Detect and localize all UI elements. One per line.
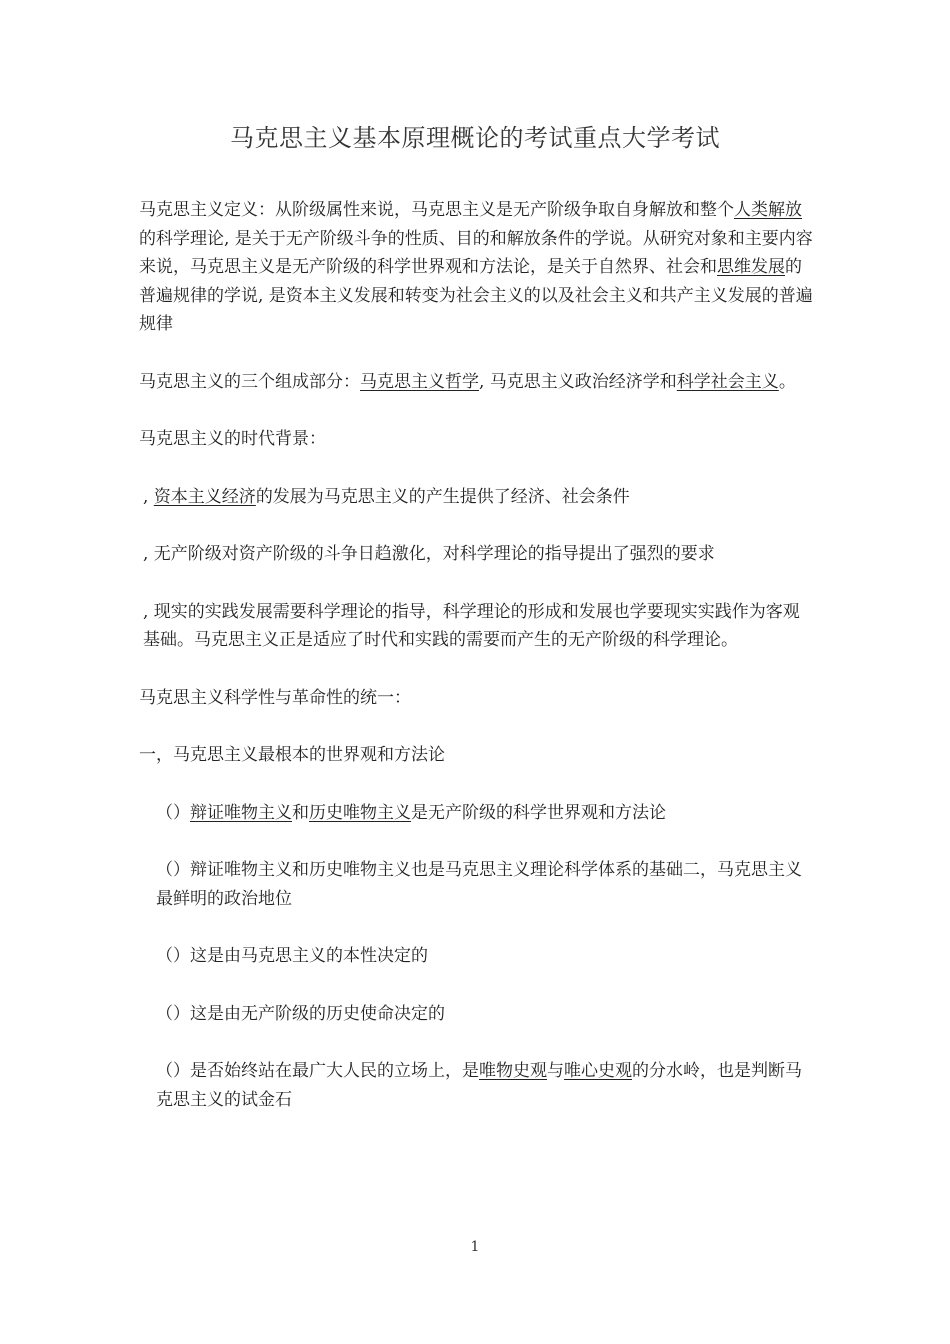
text-run: 。 [778, 371, 796, 392]
underlined-term: 唯物史观 [479, 1061, 547, 1081]
paragraph [139, 856, 815, 913]
paragraph [139, 942, 815, 971]
text-run: , [143, 486, 154, 507]
underlined-term: 思维发展 [717, 257, 785, 277]
paragraph [139, 741, 815, 770]
text-run: 的普遍规律的学说, 是资本主义发展和转变为社会主义的以及社会主义和共产主义发展的普遍规律 [139, 257, 813, 334]
underlined-term: 辩证唯物主义 [190, 802, 292, 823]
text-run: , 现实的实践发展需要科学理论的指导，科学理论的形成和发展也学要现实实践作为客观基础。马克思主义正是适应了时代和实践的需要而产生的无产阶级的科学理论。 [143, 601, 800, 650]
underlined-term: 人类解放 [734, 200, 802, 220]
text-run: 的分水岭，也是判断马克思主义的试金石 [156, 1061, 802, 1110]
text-run: （）这是由无产阶级的历史使命决定的 [156, 1003, 445, 1024]
text-run: （）这是由马克思主义的本性决定的 [156, 946, 428, 966]
document-body [139, 196, 815, 1143]
text-run: 马克思主义的三个组成部分： [139, 371, 360, 392]
underlined-term: 马克思主义哲学 [360, 371, 479, 392]
text-run: 和 [292, 802, 309, 823]
text-run: 马克思主义定义：从阶级属性来说，马克思主义是无产阶级争取自身解放和整个 [139, 200, 734, 220]
underlined-term: 资本主义经济 [153, 486, 256, 507]
text-run: , 马克思主义政治经济学和 [479, 371, 677, 392]
text-run: 的科学理论, 是关于无产阶级斗争的性质、目的和解放条件的学说。从研究对象和主要内容来说，马克思主义是无产阶级的科学世界观和方法论，是关于自然界、社会和 [139, 228, 813, 277]
underlined-term: 唯心史观 [564, 1061, 632, 1081]
text-run: （） [156, 802, 190, 823]
paragraph [139, 425, 815, 454]
paragraph [139, 684, 815, 713]
text-run: 与 [547, 1061, 564, 1081]
paragraph [139, 1000, 815, 1029]
paragraph [139, 598, 815, 655]
text-run: 马克思主义科学性与革命性的统一： [139, 687, 411, 708]
text-run: （）辩证唯物主义和历史唯物主义也是马克思主义理论科学体系的基础二，马克思主义最鲜明的政治地位 [156, 860, 802, 909]
underlined-term: 科学社会主义 [676, 371, 779, 392]
paragraph [139, 196, 815, 339]
paragraph [139, 368, 815, 397]
document-title: 马克思主义基本原理概论的考试重点大学考试 [230, 124, 720, 152]
text-run: 的发展为马克思主义的产生提供了经济、社会条件 [255, 486, 630, 507]
text-run: （）是否始终站在最广大人民的立场上，是 [156, 1061, 479, 1081]
text-run: 一，马克思主义最根本的世界观和方法论 [139, 745, 445, 765]
paragraph [139, 483, 815, 512]
paragraph [139, 799, 815, 828]
text-run: , 无产阶级对资产阶级的斗争日趋激化，对科学理论的指导提出了强烈的要求 [143, 544, 715, 564]
paragraph [139, 540, 815, 569]
text-run: 是无产阶级的科学世界观和方法论 [411, 802, 666, 823]
underlined-term: 历史唯物主义 [309, 802, 411, 823]
page-number: 1 [470, 1239, 480, 1255]
paragraph [139, 1057, 815, 1114]
text-run: 马克思主义的时代背景： [139, 429, 326, 449]
